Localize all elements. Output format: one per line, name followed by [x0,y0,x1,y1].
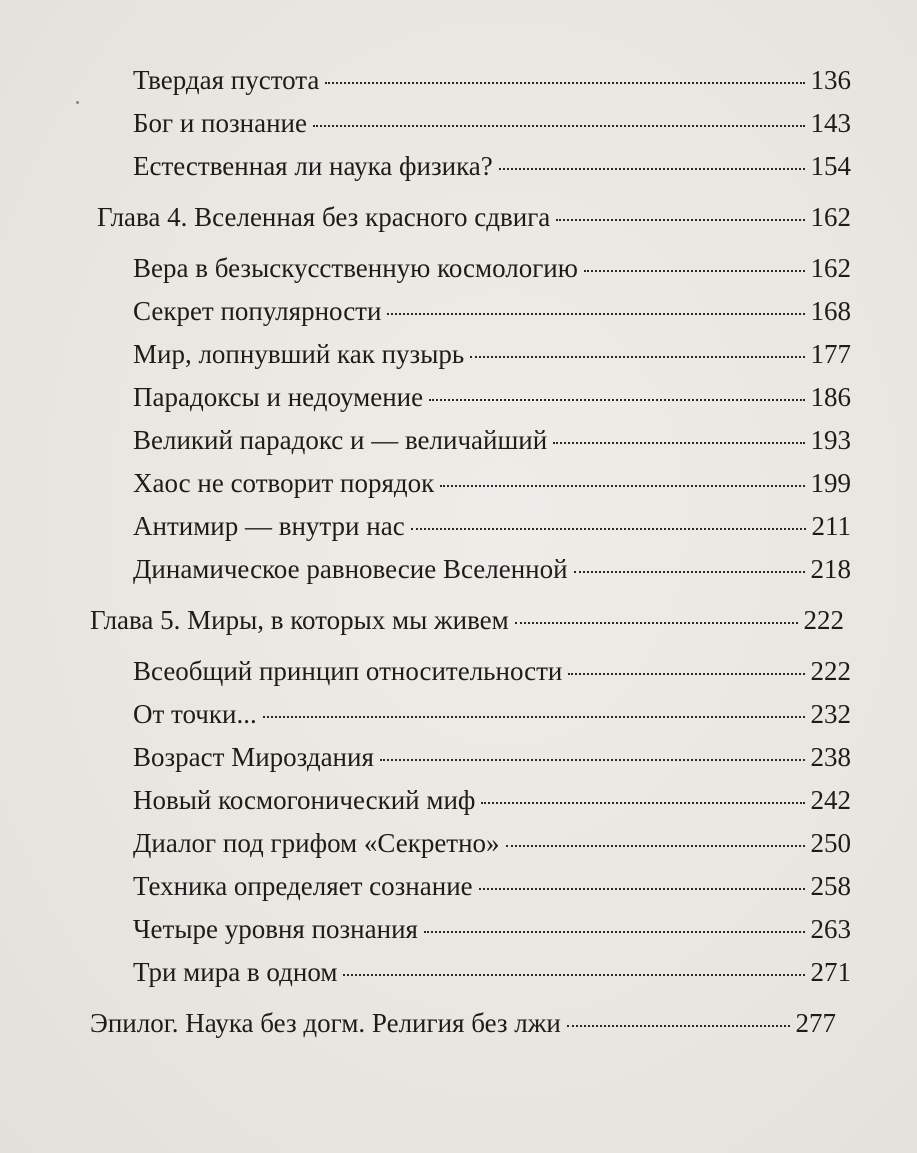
toc-entry [133,651,851,691]
dot-leader [429,399,804,401]
toc-entry-title: Мир, лопнувший как пузырь [133,339,465,369]
toc-entry-page: 242 [810,785,851,815]
toc-entry-page: 162 [810,253,851,283]
toc-entry-page: 238 [810,742,851,772]
toc-epilogue [90,1003,836,1043]
toc-entry-page: 168 [810,296,851,326]
dot-leader [424,931,805,933]
toc-entry-title: Четыре уровня познания [133,914,418,944]
toc-entry-title: Естественная ли наука физика? [133,151,493,181]
toc-entry-title: Великий парадокс и — величайший [133,425,548,455]
dot-leader [568,673,804,675]
toc-entry-title: Три мира в одном [133,957,338,987]
toc-entry-title: Хаос не сотворит порядок [133,468,435,498]
toc-entry-title: Антимир — внутри нас [133,511,405,541]
dot-leader [479,888,805,890]
dot-leader [470,356,804,358]
toc-chapter-page: 162 [810,202,851,232]
dot-leader [411,528,806,530]
toc-entry-title: Техника определяет сознание [133,871,473,901]
toc-entry-title: Диалог под грифом «Секретно» [133,828,500,858]
toc-entry-page: 136 [810,65,851,95]
toc-chapter-title: Глава 5. Миры, в которых мы живем [90,605,509,635]
toc-entry [133,60,851,100]
toc-entry [133,694,851,734]
toc-epilogue-page: 277 [795,1008,836,1038]
toc-entry [133,866,851,906]
dot-leader [556,219,804,221]
toc-entry [133,248,851,288]
toc-entry-page: 222 [810,656,851,686]
toc-chapter [90,600,844,640]
toc-entry-title: Бог и познание [133,108,307,138]
toc-entry-title: Секрет популярности [133,296,382,326]
toc-entry [133,334,851,374]
toc-entry [133,909,851,949]
dot-leader [380,759,805,761]
toc-entry [133,549,851,589]
toc-entry-page: 271 [810,957,851,987]
toc-chapter-title: Глава 4. Вселенная без красного сдвига [97,202,551,232]
toc-entry-page: 250 [810,828,851,858]
toc-epilogue-title: Эпилог. Наука без догм. Религия без лжи [90,1008,561,1038]
toc-entry-page: 143 [810,108,851,138]
toc-entry-page: 199 [810,468,851,498]
toc-entry-title: Твердая пустота [133,65,320,95]
toc-entry-page: 232 [810,699,851,729]
dot-leader [263,716,805,718]
dot-leader [574,571,805,573]
toc-entry-page: 258 [810,871,851,901]
toc-entry [133,146,851,186]
dot-leader [567,1025,790,1027]
dot-leader [515,622,798,624]
toc-entry-page: 154 [810,151,851,181]
toc-entry-title: Вера в безыскусственную космологию [133,253,578,283]
toc-entry [133,952,851,992]
toc-entry-page: 263 [810,914,851,944]
dot-leader [506,845,805,847]
toc-entry [133,291,851,331]
toc-entry [133,506,851,546]
toc-entry-page: 211 [811,511,851,541]
dot-leader [325,82,804,84]
toc-entry-title: Парадоксы и недоумение [133,382,424,412]
dot-leader [343,974,804,976]
toc-entry-title: Возраст Мироздания [133,742,374,772]
toc-chapter-page: 222 [803,605,844,635]
toc-entry [133,780,851,820]
toc-chapter [97,197,851,237]
dot-leader [499,168,805,170]
toc-entry-title: Всеобщий принцип относительности [133,656,563,686]
toc-entry-title: Динамическое равновесие Вселенной [133,554,568,584]
toc-entry [133,377,851,417]
dot-leader [440,485,804,487]
toc-entry-page: 186 [810,382,851,412]
dot-leader [387,313,804,315]
toc-entry [133,420,851,460]
toc-entry [133,737,851,777]
dot-leader [584,270,805,272]
toc-entry-page: 177 [810,339,851,369]
dot-leader [313,125,805,127]
toc-entry [133,103,851,143]
toc-entry-page: 218 [810,554,851,584]
toc-entry-title: От точки... [133,699,257,729]
dot-leader [553,442,804,444]
dot-leader [481,802,804,804]
toc-entry [133,823,851,863]
toc-entry [133,463,851,503]
toc-entry-page: 193 [810,425,851,455]
toc-entry-title: Новый космогонический миф [133,785,476,815]
